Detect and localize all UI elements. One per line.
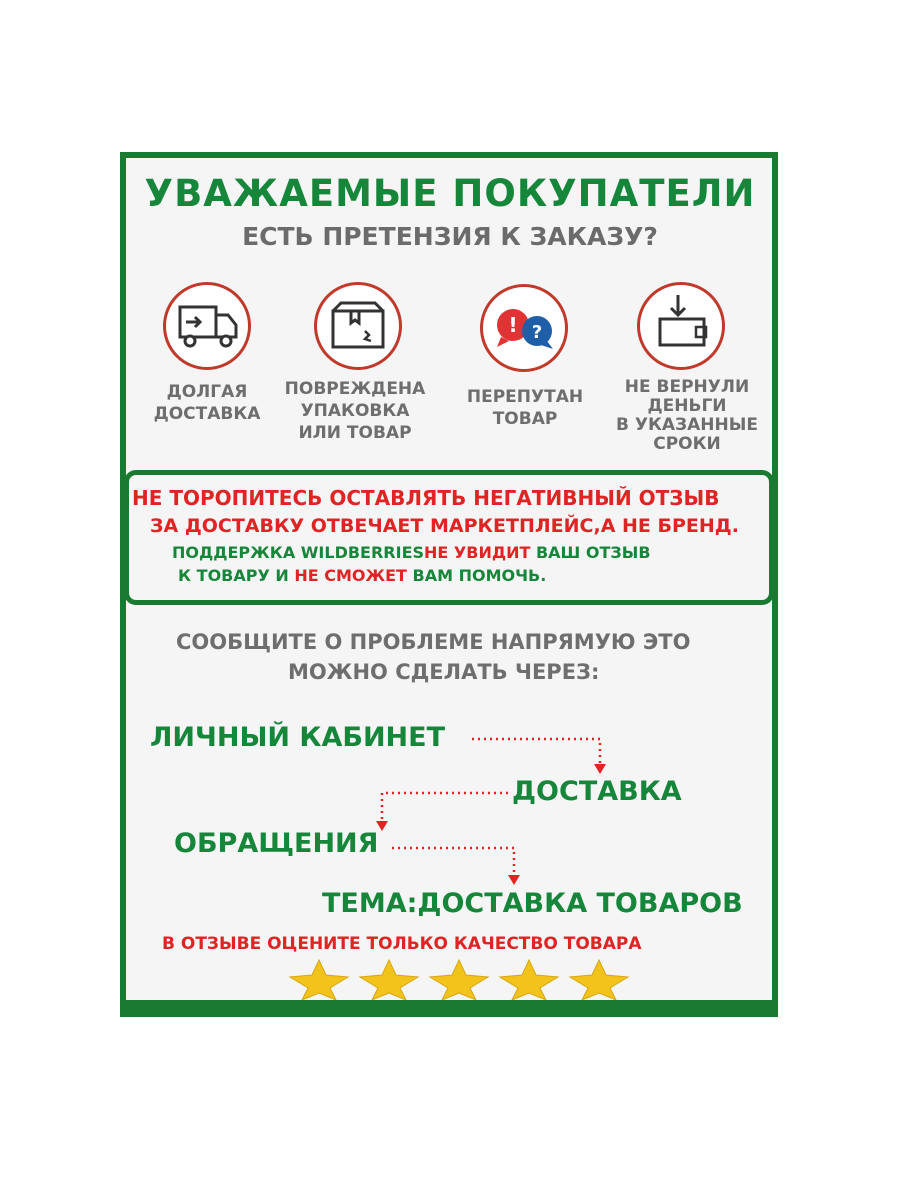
notice-line-2: ЗА ДОСТАВКУ ОТВЕЧАЕТ МАРКЕТПЛЕЙС,А НЕ БРЕНД. [150,515,739,537]
notice-line-3: ПОДДЕРЖКА WILDBERRIESНЕ УВИДИТ ВАШ ОТЗЫВ [172,543,651,562]
star-icon [428,958,490,1000]
page-title: УВАЖАЕМЫЕ ПОКУПАТЕЛИ [144,172,756,215]
rating-note: В ОТЗЫВЕ ОЦЕНИТЕ ТОЛЬКО КАЧЕСТВО ТОВАРА [162,934,642,954]
star-icon [498,958,560,1000]
svg-text:!: ! [508,313,518,337]
path-step-delivery: ДОСТАВКА [512,776,682,807]
star-icon [288,958,350,1000]
notice-line-4: К ТОВАРУ И НЕ СМОЖЕТ ВАМ ПОМОЧЬ. [178,566,547,585]
instructions-line-2: МОЖНО СДЕЛАТЬ ЧЕРЕЗ: [288,660,600,684]
star-icon [358,958,420,1000]
caption-long-delivery: ДОЛГАЯ ДОСТАВКА [153,382,261,424]
page-subtitle: ЕСТЬ ПРЕТЕНЗИЯ К ЗАКАЗУ? [242,222,658,251]
instructions-line-1: СООБЩИТЕ О ПРОБЛЕМЕ НАПРЯМУЮ ЭТО [176,630,691,654]
path-step-cabinet: ЛИЧНЫЙ КАБИНЕТ [150,722,446,753]
caption-no-refund: НЕ ВЕРНУЛИ ДЕНЬГИ В УКАЗАННЫЕ СРОКИ [616,377,758,454]
caption-damaged: ПОВРЕЖДЕНА УПАКОВКА ИЛИ ТОВАР [284,379,426,443]
caption-mixed-up: ПЕРЕПУТАН ТОВАР [466,387,584,429]
notice-line-1: НЕ ТОРОПИТЕСЬ ОСТАВЛЯТЬ НЕГАТИВНЫЙ ОТЗЫВ [132,486,720,510]
path-step-requests: ОБРАЩЕНИЯ [174,828,379,859]
star-icon [568,958,630,1000]
svg-text:?: ? [531,322,543,343]
path-step-topic: ТЕМА:ДОСТАВКА ТОВАРОВ [322,888,743,919]
